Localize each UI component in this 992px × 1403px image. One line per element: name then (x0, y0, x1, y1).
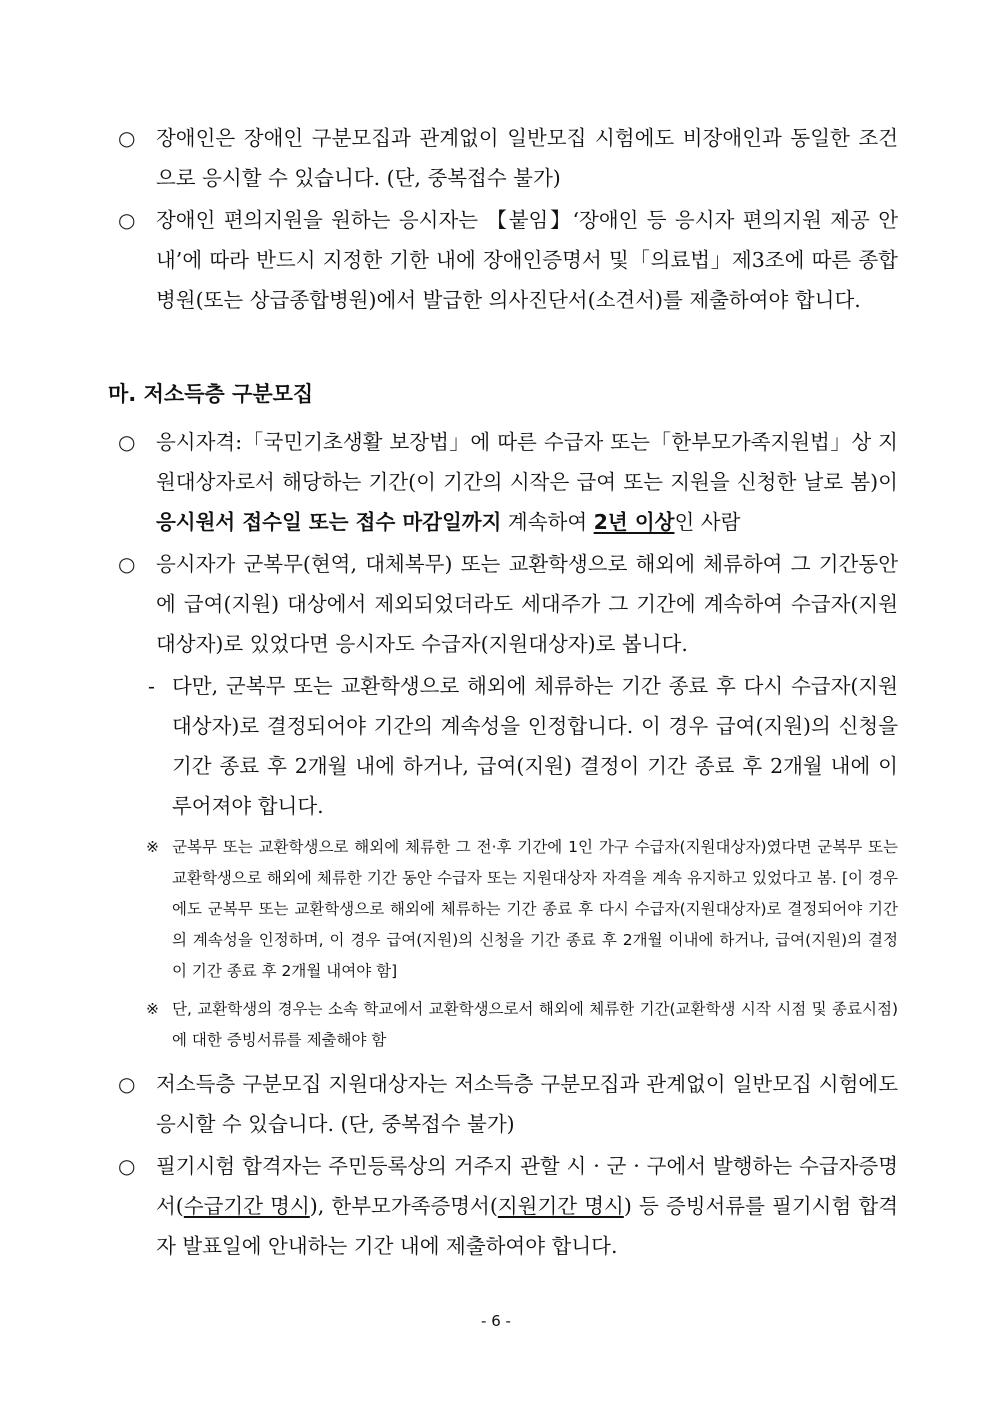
bullet-text: 응시자가 군복무(현역, 대체복무) 또는 교환학생으로 해외에 체류하여 그 기간동안에 급여(지원) 대상에서 제외되었더라도 세대주가 그 기간에 계속하여 수급자(지원대상자)로 있었다면 응시자도 수급자(지원대상자)로 봅니다. (156, 552, 898, 656)
circle-bullet: ○ (118, 208, 136, 232)
circle-bullet: ○ (118, 126, 136, 150)
text-segment: 계속하여 (501, 510, 594, 534)
dash-bullet: - (148, 674, 155, 698)
text-segment: 인 사람 (674, 510, 741, 534)
text-segment: 응시자격:「국민기초생활 보장법」에 따른 수급자 또는「한부모가족지원법」상 지원대상자로서 해당하는 기간(이 기간의 시작은 급여 또는 지원을 신청한 날로 봄)이 (156, 430, 898, 494)
circle-bullet: ○ (118, 1072, 136, 1096)
bullet-disabled-accommodation (118, 200, 898, 320)
bullet-disabled-general (118, 118, 898, 198)
circle-bullet: ○ (118, 552, 136, 576)
bold-duration: 2년 이상 (593, 510, 675, 534)
note-text: 군복무 또는 교환학생으로 해외에 체류한 그 전·후 기간에 1인 가구 수급자(지원대상자)였다면 군복무 또는 교환학생으로 해외에 체류한 기간 동안 수급자 또는 지원대상자 자격을 계속 유지하고 있었다고 봄. [이 경우에도 군복무 또는 교환학생으로 해외에 체류하는 기간 종료 후 다시 수급자(지원대상자)로 결정되어야 기간의 계속성을 인정하며, 이 경우 급여(지원)의 신청을 기간 종료 후 2개월 이내에 하거나, 급여(지원)의 결정이 기간 종료 후 2개월 내여야 함] (172, 838, 898, 980)
reference-mark: ※ (146, 1000, 159, 1018)
sub-item-text: 다만, 군복무 또는 교환학생으로 해외에 체류하는 기간 종료 후 다시 수급자(지원대상자)로 결정되어야 기간의 계속성을 인정합니다. 이 경우 급여(지원)의 신청을 기간 종료 후 2개월 내에 하거나, 급여(지원) 결정이 기간 종료 후 2개월 내에 이루어져야 합니다. (172, 674, 898, 818)
bullet-text: 장애인은 장애인 구분모집과 관계없이 일반모집 시험에도 비장애인과 동일한 조건으로 응시할 수 있습니다. (단, 중복접수 불가) (156, 126, 898, 190)
text-segment: ), 한부모가족증명서( (309, 1194, 498, 1218)
reference-mark: ※ (146, 838, 159, 856)
text-segment: 필기시험 합격자는 주민등록상의 거주지 관할 시 · 군 · 구에서 발행하는 수급자증명서( (156, 1154, 898, 1218)
circle-bullet: ○ (118, 1154, 136, 1178)
sub-item-continuity (148, 666, 898, 826)
text-segment: ) 등 증빙서류를 필기시험 합격자 발표일에 안내하는 기간 내에 제출하여야 합니다. (156, 1194, 899, 1258)
bullet-eligibility (118, 422, 898, 542)
bullet-low-income-general (118, 1064, 898, 1144)
note-exchange-student (146, 994, 898, 1056)
bullet-text (156, 1146, 898, 1266)
page-number: - 6 - (481, 1312, 511, 1330)
underlined-period: 지원기간 명시 (497, 1194, 624, 1218)
section-heading: 마. 저소득층 구분모집 (108, 382, 314, 406)
circle-bullet: ○ (118, 430, 136, 454)
bullet-text: 장애인 편의지원을 원하는 응시자는 【붙임】‘장애인 등 응시자 편의지원 제공 안내’에 따라 반드시 지정한 기한 내에 장애인증명서 및「의료법」제3조에 따른 종합병원(또는 상급종합병원)에서 발급한 의사진단서(소견서)를 제출하여야 합니다. (156, 208, 898, 312)
note-text: 단, 교환학생의 경우는 소속 학교에서 교환학생으로서 해외에 체류한 기간(교환학생 시작 시점 및 종료시점)에 대한 증빙서류를 제출해야 함 (172, 1000, 898, 1049)
bullet-text: 저소득층 구분모집 지원대상자는 저소득층 구분모집과 관계없이 일반모집 시험에도 응시할 수 있습니다. (단, 중복접수 불가) (156, 1072, 898, 1136)
underlined-period: 수급기간 명시 (183, 1194, 310, 1218)
bullet-military-service (118, 544, 898, 664)
bullet-text (156, 422, 898, 542)
bold-deadline: 응시원서 접수일 또는 접수 마감일까지 (156, 510, 502, 534)
note-single-household (146, 832, 898, 987)
bullet-documents (118, 1146, 898, 1266)
